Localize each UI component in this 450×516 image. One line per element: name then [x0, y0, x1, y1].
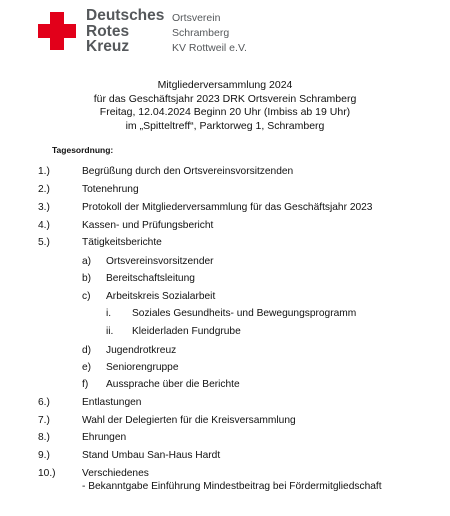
heading-line: im „Spitteltreff“, Parktorweg 1, Schramberg: [125, 119, 325, 132]
agenda-subitem-text: Bereitschaftsleitung: [106, 273, 195, 284]
agenda-item-text: Stand Umbau San-Haus Hardt: [82, 450, 221, 461]
agenda-item: [0, 468, 450, 482]
agenda-subitem-letter: a): [82, 256, 92, 267]
red-cross-logo-icon: [38, 12, 76, 50]
agenda-subitem-text: Jugendrotkreuz: [106, 345, 177, 356]
org-line: Schramberg: [172, 27, 230, 39]
agenda-subitem-letter: e): [82, 362, 92, 373]
agenda-item: [0, 184, 450, 198]
document-heading: [0, 79, 450, 133]
agenda-subitem: [0, 273, 450, 287]
agenda-item-text: Wahl der Delegierten für die Kreisversammlung: [82, 415, 296, 426]
agenda-subitem: [0, 291, 450, 305]
agenda-subitem-text: Aussprache über die Berichte: [106, 379, 240, 390]
agenda-label: Tagesordnung:: [52, 145, 114, 155]
agenda-item-note: [0, 481, 450, 495]
agenda-item: [0, 220, 450, 234]
brand-line: Deutsches: [86, 7, 165, 24]
agenda-subitem-letter: c): [82, 291, 91, 302]
agenda-subsubitem-number: i.: [106, 308, 112, 319]
heading-line: für das Geschäftsjahr 2023 DRK Ortsverein Schramberg: [93, 92, 357, 105]
agenda-subsubitem: [0, 308, 450, 322]
agenda-subitem: [0, 256, 450, 270]
agenda-item-text: Begrüßung durch den Ortsvereinsvorsitzenden: [82, 166, 294, 177]
agenda-item-text: Verschiedenes: [82, 468, 149, 479]
agenda-subitem-text: Seniorengruppe: [106, 362, 179, 373]
agenda-subsubitem: [0, 326, 450, 340]
agenda-subitem-text: Arbeitskreis Sozialarbeit: [106, 291, 216, 302]
agenda-note-text: - Bekanntgabe Einführung Mindestbeitrag bei Fördermitgliedschaft: [82, 481, 382, 492]
org-line: Ortsverein: [172, 12, 221, 24]
agenda-item-text: Kassen- und Prüfungsbericht: [82, 220, 214, 231]
agenda-subitem: [0, 379, 450, 393]
agenda-item-number: 5.): [38, 237, 50, 248]
agenda-subitem: [0, 345, 450, 359]
brand-name: [86, 8, 164, 55]
agenda-item-text: Entlastungen: [82, 397, 142, 408]
agenda-item: [0, 415, 450, 429]
agenda-subitem-text: Ortsvereinsvorsitzender: [106, 256, 214, 267]
agenda-item-number: 10.): [38, 468, 56, 479]
agenda-item: [0, 432, 450, 446]
agenda-item-number: 3.): [38, 202, 50, 213]
agenda-item-number: 8.): [38, 432, 50, 443]
agenda-subitem-letter: d): [82, 345, 92, 356]
agenda-item-number: 1.): [38, 166, 50, 177]
agenda-item-number: 7.): [38, 415, 50, 426]
agenda-subitem-letter: f): [82, 379, 89, 390]
agenda-item-text: Protokoll der Mitgliederversammlung für das Geschäftsjahr 2023: [82, 202, 373, 213]
heading-line: Mitgliederversammlung 2024: [157, 79, 293, 91]
agenda-item-number: 4.): [38, 220, 50, 231]
agenda-item-text: Totenehrung: [82, 184, 139, 195]
agenda-item: [0, 450, 450, 464]
agenda-subitem-letter: b): [82, 273, 92, 284]
agenda-subsubitem-text: Kleiderladen Fundgrube: [132, 326, 241, 337]
org-line: KV Rottweil e.V.: [172, 42, 247, 54]
agenda-item: [0, 166, 450, 180]
agenda-item: [0, 202, 450, 216]
agenda-item-text: Tätigkeitsberichte: [82, 237, 162, 248]
agenda-item-text: Ehrungen: [82, 432, 127, 443]
agenda-item-number: 2.): [38, 184, 50, 195]
brand-line: Rotes: [86, 22, 130, 40]
agenda-item-number: 6.): [38, 397, 50, 408]
org-name: [172, 11, 247, 56]
agenda-item-number: 9.): [38, 450, 50, 461]
agenda-item: [0, 237, 450, 251]
heading-line: Freitag, 12.04.2024 Beginn 20 Uhr (Imbiss ab 19 Uhr): [99, 106, 351, 118]
brand-line: Kreuz: [86, 38, 130, 55]
agenda-subsubitem-text: Soziales Gesundheits- und Bewegungsprogramm: [132, 308, 357, 319]
agenda-item: [0, 397, 450, 411]
agenda-subsubitem-number: ii.: [106, 326, 114, 337]
agenda-subitem: [0, 362, 450, 376]
